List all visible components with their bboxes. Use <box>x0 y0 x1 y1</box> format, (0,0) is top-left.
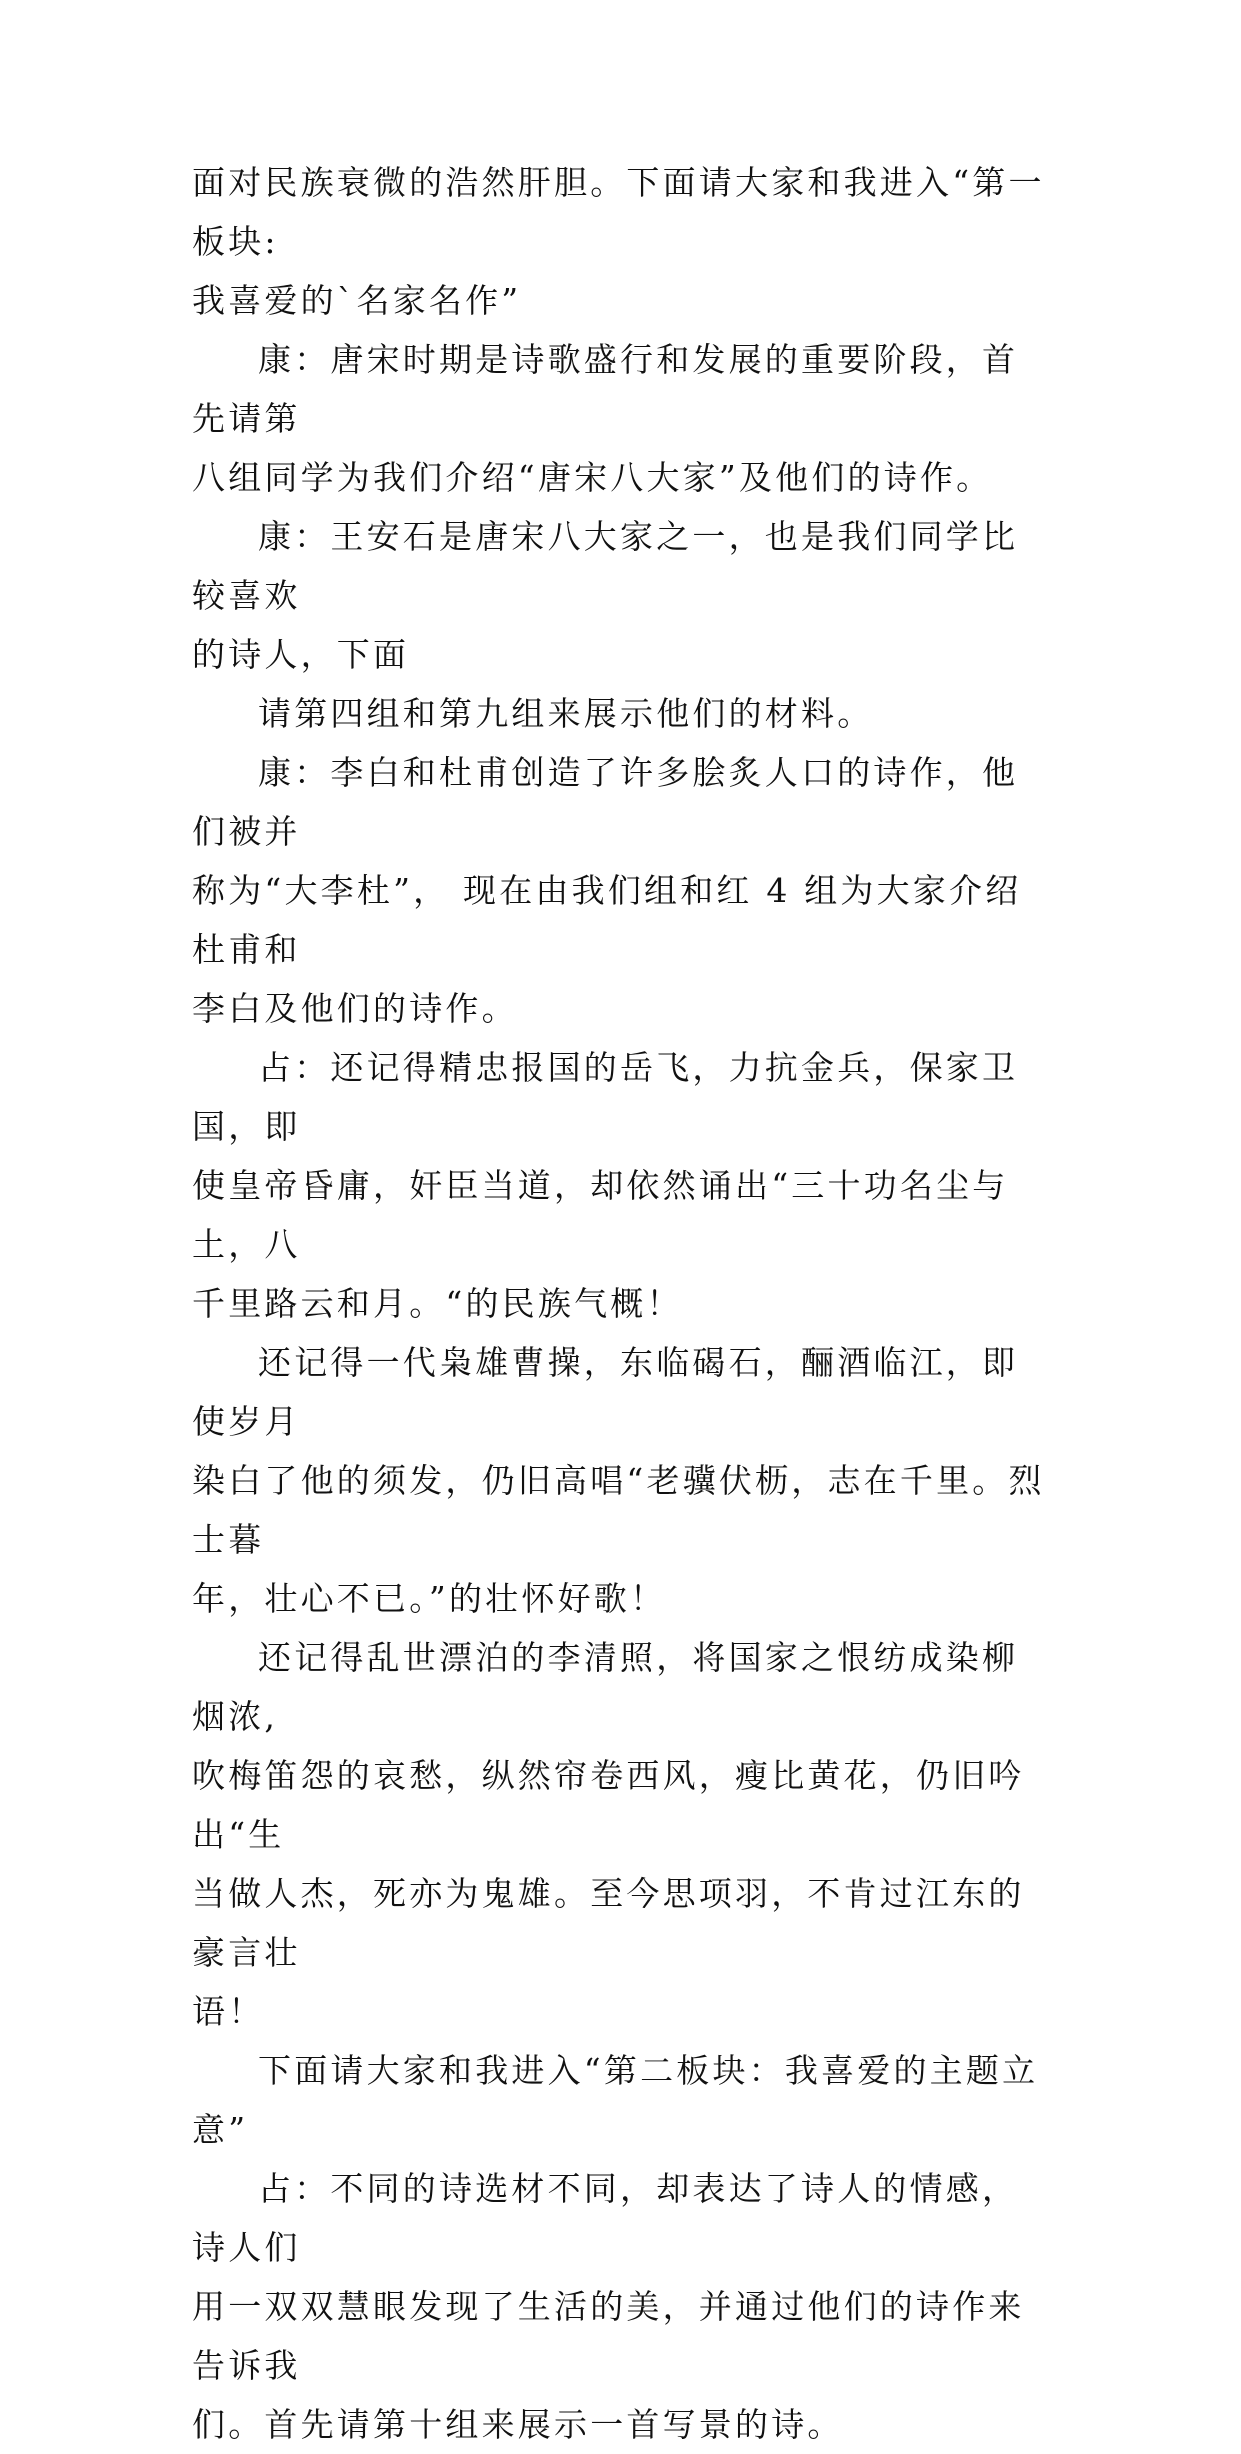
body-text <box>192 153 1052 2454</box>
paragraph: 康：李白和杜甫创造了许多脍炙人口的诗作，他们被并 称为“大李杜”， 现在由我们组和红 4 组为大家介绍杜甫和 李白及他们的诗作。 <box>192 753 1022 1028</box>
paragraph: 还记得一代枭雄曹操，东临碣石，酾酒临江，即使岁月 染白了他的须发，仍旧高唱“老骥伏枥，志在千里。烈士暮 年，壮心不已。”的壮怀好歌！ <box>192 1343 1045 1618</box>
paragraph: 还记得乱世漂泊的李清照，将国家之恨纺成染柳烟浓, 吹梅笛怨的哀愁，纵然帘卷西风，瘦比黄花，仍旧吟出“生 当做人杰，死亦为鬼雄。至今思项羽，不肯过江东的豪言壮 语！ <box>192 1638 1025 2031</box>
paragraph: 请第四组和第九组来展示他们的材料。 <box>258 694 874 733</box>
paragraph: 康：唐宋时期是诗歌盛行和发展的重要阶段，首先请第 八组同学为我们介绍“唐宋八大家”及他们的诗作。 <box>192 340 1019 497</box>
paragraph: 面对民族衰微的浩然肝胆。下面请大家和我进入“第一板块: 我喜爱的`名家名作” <box>192 163 1045 320</box>
paragraph: 下面请大家和我进入“第二板块：我喜爱的主题立意” <box>192 2051 1039 2149</box>
paragraph: 占：不同的诗选材不同，却表达了诗人的情感，诗人们 用一双双慧眼发现了生活的美，并通过他们的诗作来告诉我 们。首先请第十组来展示一首写景的诗。 <box>192 2169 1025 2444</box>
paragraph: 康：王安石是唐宋八大家之一，也是我们同学比较喜欢 的诗人，下面 <box>192 517 1019 674</box>
paragraph: 占：还记得精忠报国的岳飞，力抗金兵，保家卫国，即 使皇帝昏庸，奸臣当道，却依然诵出“三十功名尘与土，八 千里路云和月。“的民族气概！ <box>192 1048 1019 1323</box>
